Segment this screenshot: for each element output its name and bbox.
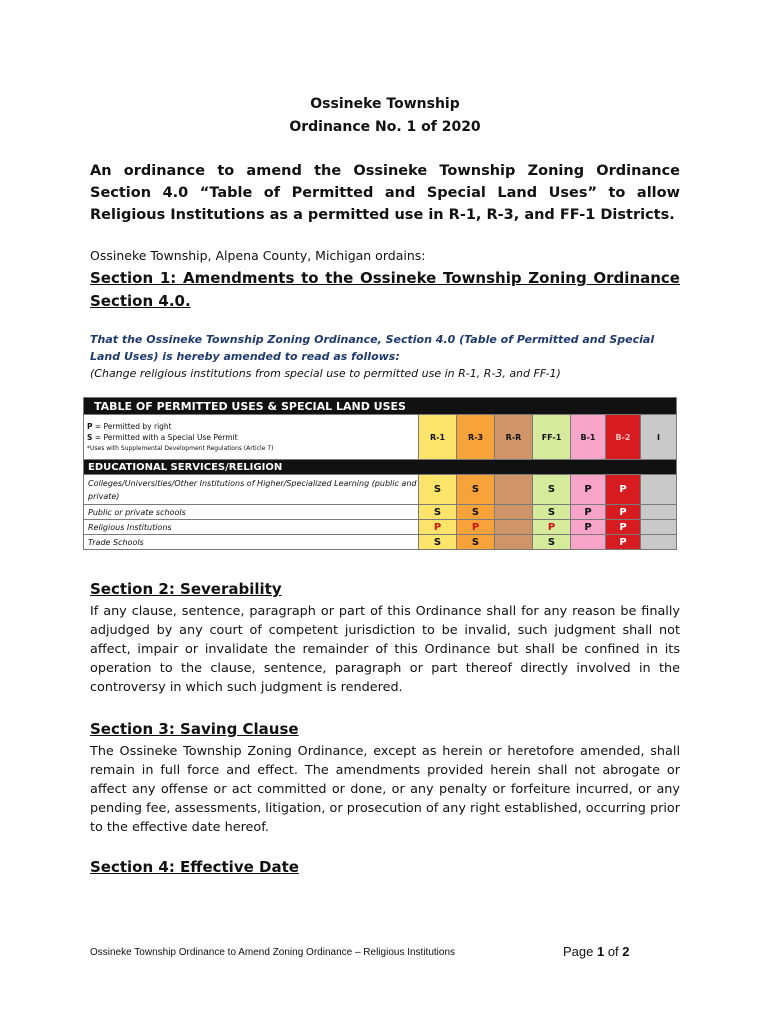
footer-text: Ossineke Township Ordinance to Amend Zoning Ordinance – Religious Institutions (90, 947, 456, 958)
cell-b1: P (571, 505, 606, 520)
cell-ff1: S (533, 505, 571, 520)
row-label: Religious Institutions (84, 520, 419, 535)
category-row: EDUCATIONAL SERVICES/RELIGION (84, 460, 677, 475)
cell-r1: S (419, 475, 457, 505)
column-header-r3: R-3 (457, 415, 495, 460)
table-row (84, 520, 677, 535)
cell-b1: P (571, 520, 606, 535)
cell-ff1: S (533, 475, 571, 505)
cell-i (641, 505, 677, 520)
column-header-b1: B-1 (571, 415, 606, 460)
cell-r1: S (419, 505, 457, 520)
saving-clause-text: The Ossineke Township Zoning Ordinance, except as herein or heretofore amended, shall remain in full force and effect. The amendments provided herein shall not abrogate or affect any offense or act committed or done, or any penalty or forfeiture incurred, or any pending fee, assessments, litigation, or prosecution of any right established, occurring prior to the effective date hereof. (90, 744, 680, 835)
legend-p-text: = Permitted by right (92, 421, 172, 431)
cell-b1 (571, 535, 606, 550)
cell-rr (495, 475, 533, 505)
cell-b2: P (606, 475, 641, 505)
preamble: Ossineke Township, Alpena County, Michigan ordains: (90, 248, 426, 263)
table-legend (84, 415, 419, 460)
cell-i (641, 535, 677, 550)
row-label: Colleges/Universities/Other Institutions of Higher/Specialized Learning (public and private) (84, 475, 419, 505)
row-label: Public or private schools (84, 505, 419, 520)
page-of: of (604, 944, 623, 959)
cell-i (641, 475, 677, 505)
cell-rr (495, 535, 533, 550)
cell-r1: S (419, 535, 457, 550)
amendment-text: That the Ossineke Township Zoning Ordinance, Section 4.0 (Table of Permitted and Special Land Uses) is hereby amended to read as follows: (90, 333, 655, 363)
legend-p-key: P (87, 421, 93, 431)
page-number (563, 944, 630, 959)
cell-b2: P (606, 520, 641, 535)
severability-text: If any clause, sentence, paragraph or part of this Ordinance shall for any reason be finally adjudged by any court of competent jurisdiction to be invalid, such judgment shall not affect, impair or invalidate the remainder of this Ordinance but shall be confined in its operation to the clause, sentence, paragraph or part thereof directly involved in the controversy in which such judgment is rendered. (90, 604, 680, 695)
section3-heading: Section 3: Saving Clause (90, 720, 299, 738)
page-total: 2 (622, 944, 630, 959)
change-note: (Change religious institutions from special use to permitted use in R-1, R-3, and FF-1) (90, 367, 561, 380)
permitted-uses-table (83, 397, 677, 550)
table-row (84, 535, 677, 550)
column-header-i: I (641, 415, 677, 460)
cell-rr (495, 505, 533, 520)
cell-b2: P (606, 505, 641, 520)
page-current: 1 (596, 944, 605, 959)
column-header-r1: R-1 (419, 415, 457, 460)
cell-rr (495, 520, 533, 535)
ordinance-number: Ordinance No. 1 of 2020 (289, 119, 481, 135)
column-header-ff1: FF-1 (533, 415, 571, 460)
section1-heading: Section 1: Amendments to the Ossineke Township Zoning Ordinance Section 4.0. (90, 269, 680, 310)
legend-s-key: S (87, 432, 93, 442)
column-header-b2: B-2 (606, 415, 641, 460)
table-row (84, 505, 677, 520)
section4-heading: Section 4: Effective Date (90, 858, 299, 876)
cell-r1: P (419, 520, 457, 535)
page-word: Page (563, 944, 597, 959)
cell-b2: P (606, 535, 641, 550)
cell-ff1: P (533, 520, 571, 535)
cell-i (641, 520, 677, 535)
cell-r3: S (457, 535, 495, 550)
cell-ff1: S (533, 535, 571, 550)
cell-r3: S (457, 505, 495, 520)
cell-b1: P (571, 475, 606, 505)
column-header-rr: R-R (495, 415, 533, 460)
table-title: TABLE OF PERMITTED USES & SPECIAL LAND USES (84, 398, 677, 415)
section2-heading: Section 2: Severability (90, 580, 282, 598)
legend-s-text: = Permitted with a Special Use Permit (92, 432, 238, 442)
row-label: Trade Schools (84, 535, 419, 550)
legend-note: *Uses with Supplemental Development Regulations (Article 7) (87, 444, 274, 452)
cell-r3: P (457, 520, 495, 535)
township-title: Ossineke Township (310, 96, 460, 112)
ordinance-heading: An ordinance to amend the Ossineke Township Zoning Ordinance Section 4.0 “Table of Permitted and Special Land Uses” to allow Religious Institutions as a permitted use in R-1, R-3, and FF-1 Districts. (90, 163, 680, 223)
cell-r3: S (457, 475, 495, 505)
table-row (84, 475, 677, 505)
